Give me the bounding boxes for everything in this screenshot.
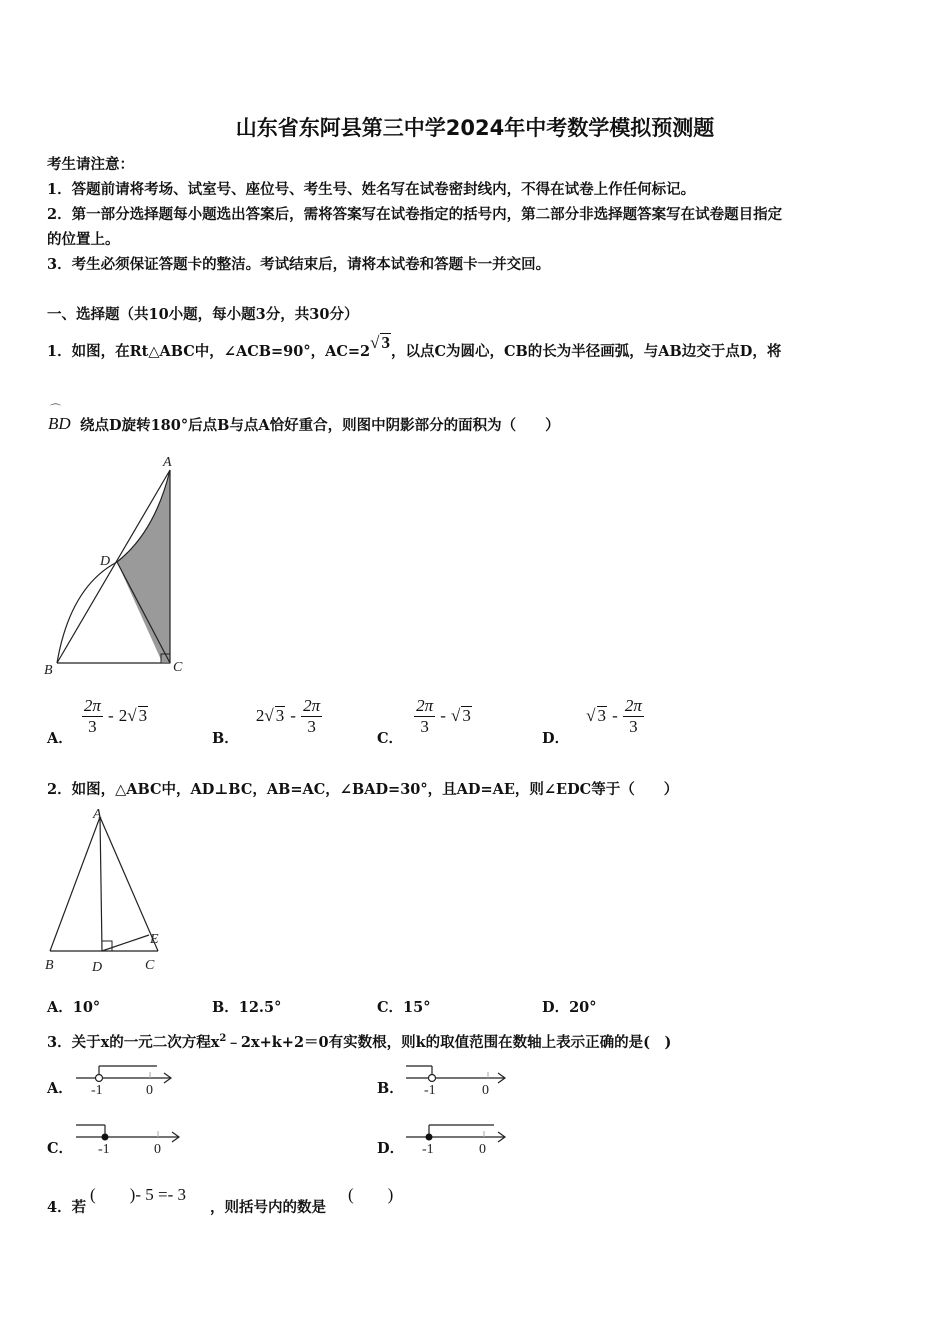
tick-label-right: 0 (482, 1083, 489, 1098)
q2-segment-ad (100, 817, 102, 951)
q3-option-a-letter[interactable]: A． (47, 1080, 73, 1097)
q2-option-d[interactable]: D．20° (542, 999, 597, 1016)
q2-figure (40, 805, 170, 977)
q3-option-c-letter[interactable]: C． (47, 1140, 74, 1157)
q4-suffix: ，则括号内的数是 (210, 1199, 326, 1216)
solid-dot-icon (102, 1134, 109, 1141)
q1-option-d[interactable]: D． √ 3 - $\frac{2\pi}{3}$ (542, 696, 642, 747)
fraction-numerator: 2π (416, 696, 434, 715)
q1-arc-label: BD (48, 414, 71, 433)
q1-shade (117, 472, 170, 662)
operator: - (440, 706, 446, 725)
q2-option-a[interactable]: A．10° (47, 999, 101, 1016)
q1-label-d: D (100, 554, 111, 569)
fraction-numerator: 2π (83, 696, 101, 715)
q2-label-a: A (93, 807, 102, 822)
q1-label-c: C (173, 660, 183, 675)
fraction-denominator: 3 (420, 717, 429, 736)
q1-option-b[interactable]: B． 2√ 3 - $\frac{2\pi}{3}$ (212, 696, 321, 747)
notice-item-1: 1．答题前请将考场、试室号、座位号、考生号、姓名写在试卷密封线内，不得在试卷上作任何标记。 (47, 181, 696, 198)
q1-option-a[interactable]: A． $\frac{2\pi}{3}$ - 2√ 3 (47, 696, 148, 747)
q4-answer-blank[interactable]: ( ) (348, 1185, 394, 1204)
tick-label-left: -1 (91, 1083, 103, 1098)
notice-item-3: 3．考生必须保证答题卡的整洁。考试结束后，请将本试卷和答题卡一并交回。 (47, 256, 551, 273)
q2-side-ac (100, 817, 158, 951)
option-letter: A． (47, 730, 73, 747)
coefficient: 2 (118, 706, 128, 725)
radicand: 3 (275, 706, 285, 725)
notice-item-2: 2．第一部分选择题每小题选出答案后，需将答案写在试卷指定的括号内，第二部分非选择题答案写在试卷题目指定 (47, 206, 783, 223)
tick-label-right: 0 (146, 1083, 153, 1098)
q1-ac-radicand: 3 (381, 333, 390, 352)
open-dot-icon (96, 1075, 103, 1082)
coefficient: 2 (255, 706, 265, 725)
notice-heading: 考生请注意： (47, 156, 134, 173)
q1-option-c[interactable]: C． $\frac{2\pi}{3}$ - √ 3 (377, 696, 471, 747)
solid-dot-icon (426, 1134, 433, 1141)
q3-option-b-letter[interactable]: B． (377, 1080, 404, 1097)
q2-segment-de (102, 935, 149, 951)
q2-option-c[interactable]: C．15° (377, 999, 431, 1016)
radicand: 3 (138, 706, 148, 725)
q2-stem: 2．如图，△ABC中，AD⊥BC，AB=AC，∠BAD=30°，且AD=AE，则∠EDC等于（ ） (47, 781, 679, 798)
open-dot-icon (429, 1075, 436, 1082)
option-letter: D． (542, 730, 570, 747)
q1-label-b: B (44, 663, 53, 678)
fraction-numerator: 2π (624, 696, 642, 715)
q3-option-c-numberline[interactable] (72, 1120, 184, 1160)
tick-label-left: -1 (424, 1083, 436, 1098)
fraction-denominator: 3 (88, 717, 97, 736)
q2-label-d: D (92, 960, 103, 975)
option-letter: B． (212, 730, 239, 747)
q1-arc-bd: ⌒ BD (48, 404, 71, 433)
radicand: 3 (462, 706, 471, 725)
q3-option-d-numberline[interactable] (402, 1120, 510, 1160)
q3-stem (47, 1031, 671, 1052)
q4-prefix: 4．若 (47, 1199, 87, 1216)
operator: - (290, 706, 296, 725)
q4-expression: ( )- 5 =- 3 (90, 1185, 186, 1204)
q1-figure (40, 452, 200, 682)
q3-exponent: 2 (219, 1033, 227, 1045)
operator: - (612, 706, 618, 725)
fraction-denominator: 3 (629, 717, 638, 736)
tick-label-left: -1 (98, 1142, 110, 1157)
q3-option-d-letter[interactable]: D． (377, 1140, 405, 1157)
section-heading: 一、选择题（共10小题，每小题3分，共30分） (47, 306, 359, 323)
q1-stem-part1: 1．如图，在Rt△ABC中，∠ACB=90°，AC=2 (47, 343, 371, 360)
q1-stem-line1: 1．如图，在Rt△ABC中，∠ACB=90°，AC=2√ 3，以点C为圆心，CB的长为半径画弧，与AB边交于点D，将 (47, 333, 782, 360)
option-letter: C． (377, 730, 404, 747)
q3-option-a-numberline[interactable] (72, 1060, 177, 1100)
q2-label-c: C (145, 958, 155, 973)
q2-side-ab (50, 817, 100, 951)
fraction-denominator: 3 (307, 717, 316, 736)
tick-label-right: 0 (154, 1142, 161, 1157)
fraction-numerator: 2π (303, 696, 321, 715)
q2-label-e: E (150, 932, 159, 947)
tick-label-right: 0 (479, 1142, 486, 1157)
q3-stem-part2: ﹣2x+k+2＝0有实数根，则k的取值范围在数轴上表示正确的是( ) (226, 1034, 672, 1051)
operator: - (107, 706, 114, 725)
radicand: 3 (597, 706, 607, 725)
q1-stem-part2: ，以点C为圆心，CB的长为半径画弧，与AB边交于点D，将 (390, 343, 782, 360)
q1-stem-line2: 绕点D旋转180°后点B与点A恰好重合，则图中阴影部分的面积为（ ） (80, 417, 560, 434)
page-title: 山东省东阿县第三中学2024年中考数学模拟预测题 (235, 116, 715, 140)
q3-stem-part1: 3．关于x的一元二次方程x (47, 1034, 220, 1051)
tick-label-left: -1 (422, 1142, 434, 1157)
q2-option-b[interactable]: B．12.5° (212, 999, 282, 1016)
q1-label-a: A (163, 455, 172, 470)
q2-label-b: B (45, 958, 54, 973)
notice-item-2-cont: 的位置上。 (47, 231, 120, 248)
q3-option-b-numberline[interactable] (402, 1060, 510, 1100)
